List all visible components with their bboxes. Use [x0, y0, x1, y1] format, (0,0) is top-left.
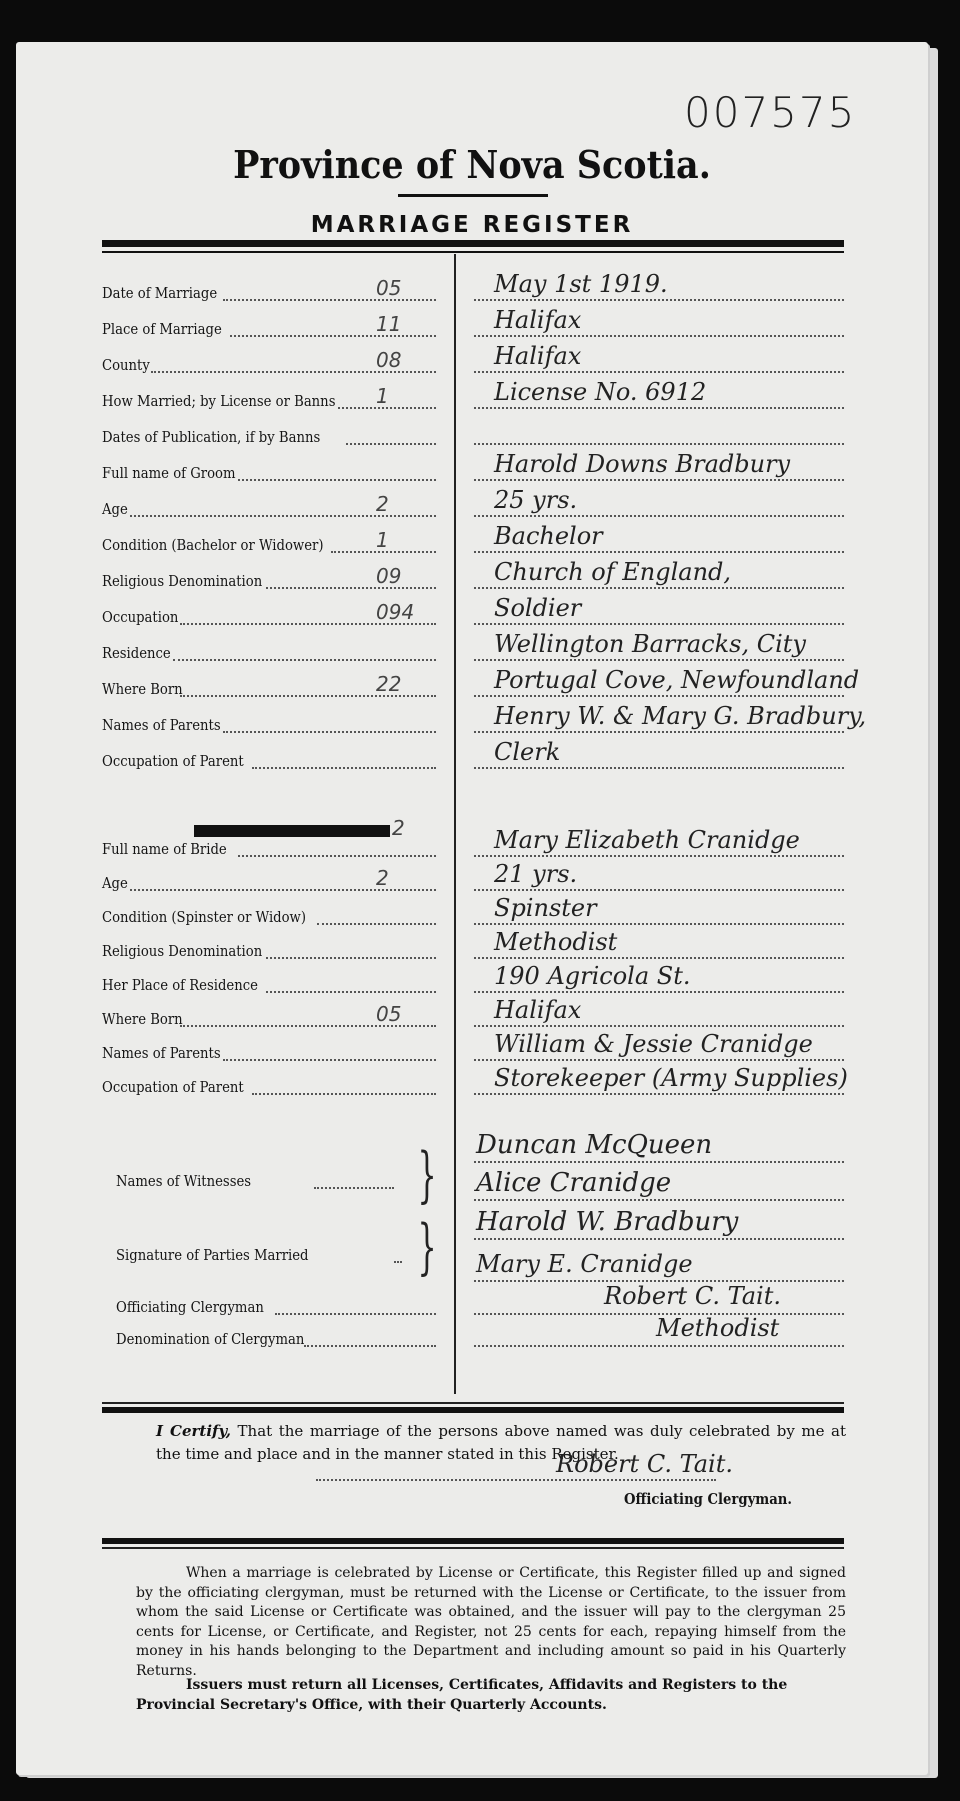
certify-lead: I Certify,: [156, 1422, 231, 1440]
form-subtitle: MARRIAGE REGISTER: [310, 212, 634, 238]
field-code: 1: [376, 384, 389, 408]
field-code: 2: [376, 866, 389, 890]
bride-value: Storekeeper (Army Supplies): [494, 1064, 848, 1092]
notice-paragraph: When a marriage is celebrated by License or Certificate, this Register filled up and signed by the officiating clergyman, must be returned with the License or Certificate, to the issuer from whom the said License or Certificate was obtained, and the issuer will pay to the clergyman 25 cents for License, or Certificate, and Register, not 25 cents for each, repaying himself from the money in his hands belonging to the Department and including amount so paid in his Quarterly Returns.: [136, 1565, 846, 1679]
field-label: Occupation: [102, 608, 179, 626]
field-label: Condition (Bachelor or Widower): [102, 536, 324, 554]
witnesses-label: Names of Witnesses: [116, 1172, 252, 1190]
label-leader: [223, 730, 436, 733]
serial-number: 007575: [684, 88, 857, 137]
column-divider: [454, 254, 456, 1394]
label-leader: [223, 1058, 436, 1061]
clergy-value: Robert C. Tait.: [604, 1282, 781, 1310]
title-underline: [398, 194, 548, 197]
field-label: Her Place of Residence: [102, 976, 258, 994]
groom-value: Halifax: [494, 342, 582, 370]
groom-value: Harold Downs Bradbury: [494, 450, 791, 478]
clergy-leader: [275, 1312, 436, 1315]
field-label: How Married; by License or Banns: [102, 392, 336, 410]
value-line: [474, 370, 844, 373]
bride-value: Methodist: [494, 928, 618, 956]
groom-value: Clerk: [494, 738, 561, 766]
groom-value: License No. 6912: [494, 378, 707, 406]
field-code: 09: [376, 564, 402, 588]
party-groom-signature: Harold W. Bradbury: [476, 1207, 739, 1237]
label-leader: [230, 334, 436, 337]
certify-caption: Officiating Clergyman.: [624, 1490, 792, 1508]
party-groom-line: [474, 1237, 844, 1240]
value-line: [474, 1058, 844, 1061]
register-form: [16, 42, 928, 1775]
field-label: Age: [102, 500, 128, 518]
groom-value: Bachelor: [494, 522, 603, 550]
value-line: [474, 298, 844, 301]
value-line: [474, 1024, 844, 1027]
label-leader: [130, 514, 436, 517]
value-line: [474, 406, 844, 409]
field-code: 094: [376, 600, 415, 624]
label-leader: [252, 1092, 436, 1095]
field-label: Religious Denomination: [102, 942, 263, 960]
parties-brace: }: [417, 1212, 437, 1282]
label-leader: [223, 298, 436, 301]
field-label: County: [102, 356, 150, 374]
field-code: 08: [376, 348, 402, 372]
label-leader: [238, 478, 436, 481]
certify-text: That the marriage of the persons above named was duly celebrated by me at the time and place and in the manner stated in this Register.: [156, 1422, 846, 1463]
value-line: [474, 622, 844, 625]
label-leader: [252, 766, 436, 769]
groom-value: Portugal Cove, Newfoundland: [494, 666, 860, 694]
groom-value: 25 yrs.: [494, 486, 578, 514]
field-label: Where Born: [102, 680, 183, 698]
field-label: Condition (Spinster or Widow): [102, 908, 307, 926]
certify-statement: [156, 1420, 846, 1466]
certify-signature: Robert C. Tait.: [556, 1450, 733, 1478]
value-line: [474, 730, 844, 733]
separator-code: 2: [392, 816, 405, 840]
label-leader: [266, 586, 436, 589]
groom-value: Henry W. & Mary G. Bradbury,: [494, 702, 867, 730]
value-line: [474, 586, 844, 589]
value-line: [474, 514, 844, 517]
label-leader: [317, 922, 436, 925]
field-label: Occupation of Parent: [102, 1078, 244, 1096]
header-rule-thin: [102, 251, 844, 253]
field-code: 1: [376, 528, 389, 552]
clergy-leader: [304, 1344, 436, 1347]
field-label: Full name of Bride: [102, 840, 227, 858]
value-line: [474, 1092, 844, 1095]
field-label: Date of Marriage: [102, 284, 218, 302]
groom-value: Halifax: [494, 306, 582, 334]
label-leader: [238, 854, 436, 857]
field-code: 05: [376, 1002, 402, 1026]
field-label: Dates of Publication, if by Banns: [102, 428, 321, 446]
witness-2-line: [474, 1198, 844, 1201]
label-leader: [173, 658, 436, 661]
witness-1: Duncan McQueen: [476, 1130, 713, 1160]
field-code: 22: [376, 672, 402, 696]
witness-2: Alice Cranidge: [476, 1168, 672, 1198]
value-line: [474, 766, 844, 769]
notice-rule-thin: [102, 1547, 844, 1549]
value-line: [474, 854, 844, 857]
bride-value: 21 yrs.: [494, 860, 578, 888]
field-code: 2: [376, 492, 389, 516]
certify-signature-line: [316, 1478, 716, 1481]
form-title: Province of Nova Scotia.: [233, 142, 711, 187]
value-line: [474, 442, 844, 445]
field-label: Where Born: [102, 1010, 183, 1028]
field-code: 05: [376, 276, 402, 300]
groom-value: Church of England,: [494, 558, 732, 586]
bride-value: William & Jessie Cranidge: [494, 1030, 813, 1058]
groom-value: Wellington Barracks, City: [494, 630, 806, 658]
field-label: Full name of Groom: [102, 464, 236, 482]
witnesses-brace: }: [417, 1140, 437, 1210]
header-rule: [102, 240, 844, 247]
witnesses-leader: [314, 1186, 394, 1189]
value-line: [474, 694, 844, 697]
value-line: [474, 550, 844, 553]
value-line: [474, 334, 844, 337]
value-line: [474, 990, 844, 993]
groom-value: May 1st 1919.: [494, 270, 668, 298]
field-label: Names of Parents: [102, 1044, 221, 1062]
field-code: 11: [376, 312, 402, 336]
certify-rule: [102, 1407, 844, 1413]
clergy-label: Denomination of Clergyman: [116, 1330, 305, 1348]
clergy-value-line: [474, 1344, 844, 1347]
bride-section-bar: [194, 825, 390, 837]
field-label: Place of Marriage: [102, 320, 222, 338]
clergy-label: Officiating Clergyman: [116, 1298, 264, 1316]
field-label: Occupation of Parent: [102, 752, 244, 770]
bride-value: Spinster: [494, 894, 597, 922]
party-bride-signature: Mary E. Cranidge: [476, 1250, 693, 1278]
witness-1-line: [474, 1160, 844, 1163]
certify-rule-thin: [102, 1402, 844, 1404]
clergy-value: Methodist: [656, 1314, 780, 1342]
label-leader: [266, 990, 436, 993]
value-line: [474, 478, 844, 481]
bride-value: Mary Elizabeth Cranidge: [494, 826, 800, 854]
notice-rule: [102, 1538, 844, 1544]
value-line: [474, 658, 844, 661]
value-line: [474, 888, 844, 891]
field-label: Religious Denomination: [102, 572, 263, 590]
value-line: [474, 922, 844, 925]
parties-leader: [394, 1260, 402, 1263]
notice-issuers: Issuers must return all Licenses, Certificates, Affidavits and Registers to the Provincial Secretary's Office, with their Quarterly Accounts.: [136, 1677, 788, 1713]
field-label: Residence: [102, 644, 171, 662]
value-line: [474, 956, 844, 959]
parties-label: Signature of Parties Married: [116, 1246, 309, 1264]
field-label: Age: [102, 874, 128, 892]
groom-value: Soldier: [494, 594, 582, 622]
bride-value: 190 Agricola St.: [494, 962, 691, 990]
label-leader: [130, 888, 436, 891]
field-label: Names of Parents: [102, 716, 221, 734]
label-leader: [346, 442, 436, 445]
bride-value: Halifax: [494, 996, 582, 1024]
label-leader: [266, 956, 436, 959]
